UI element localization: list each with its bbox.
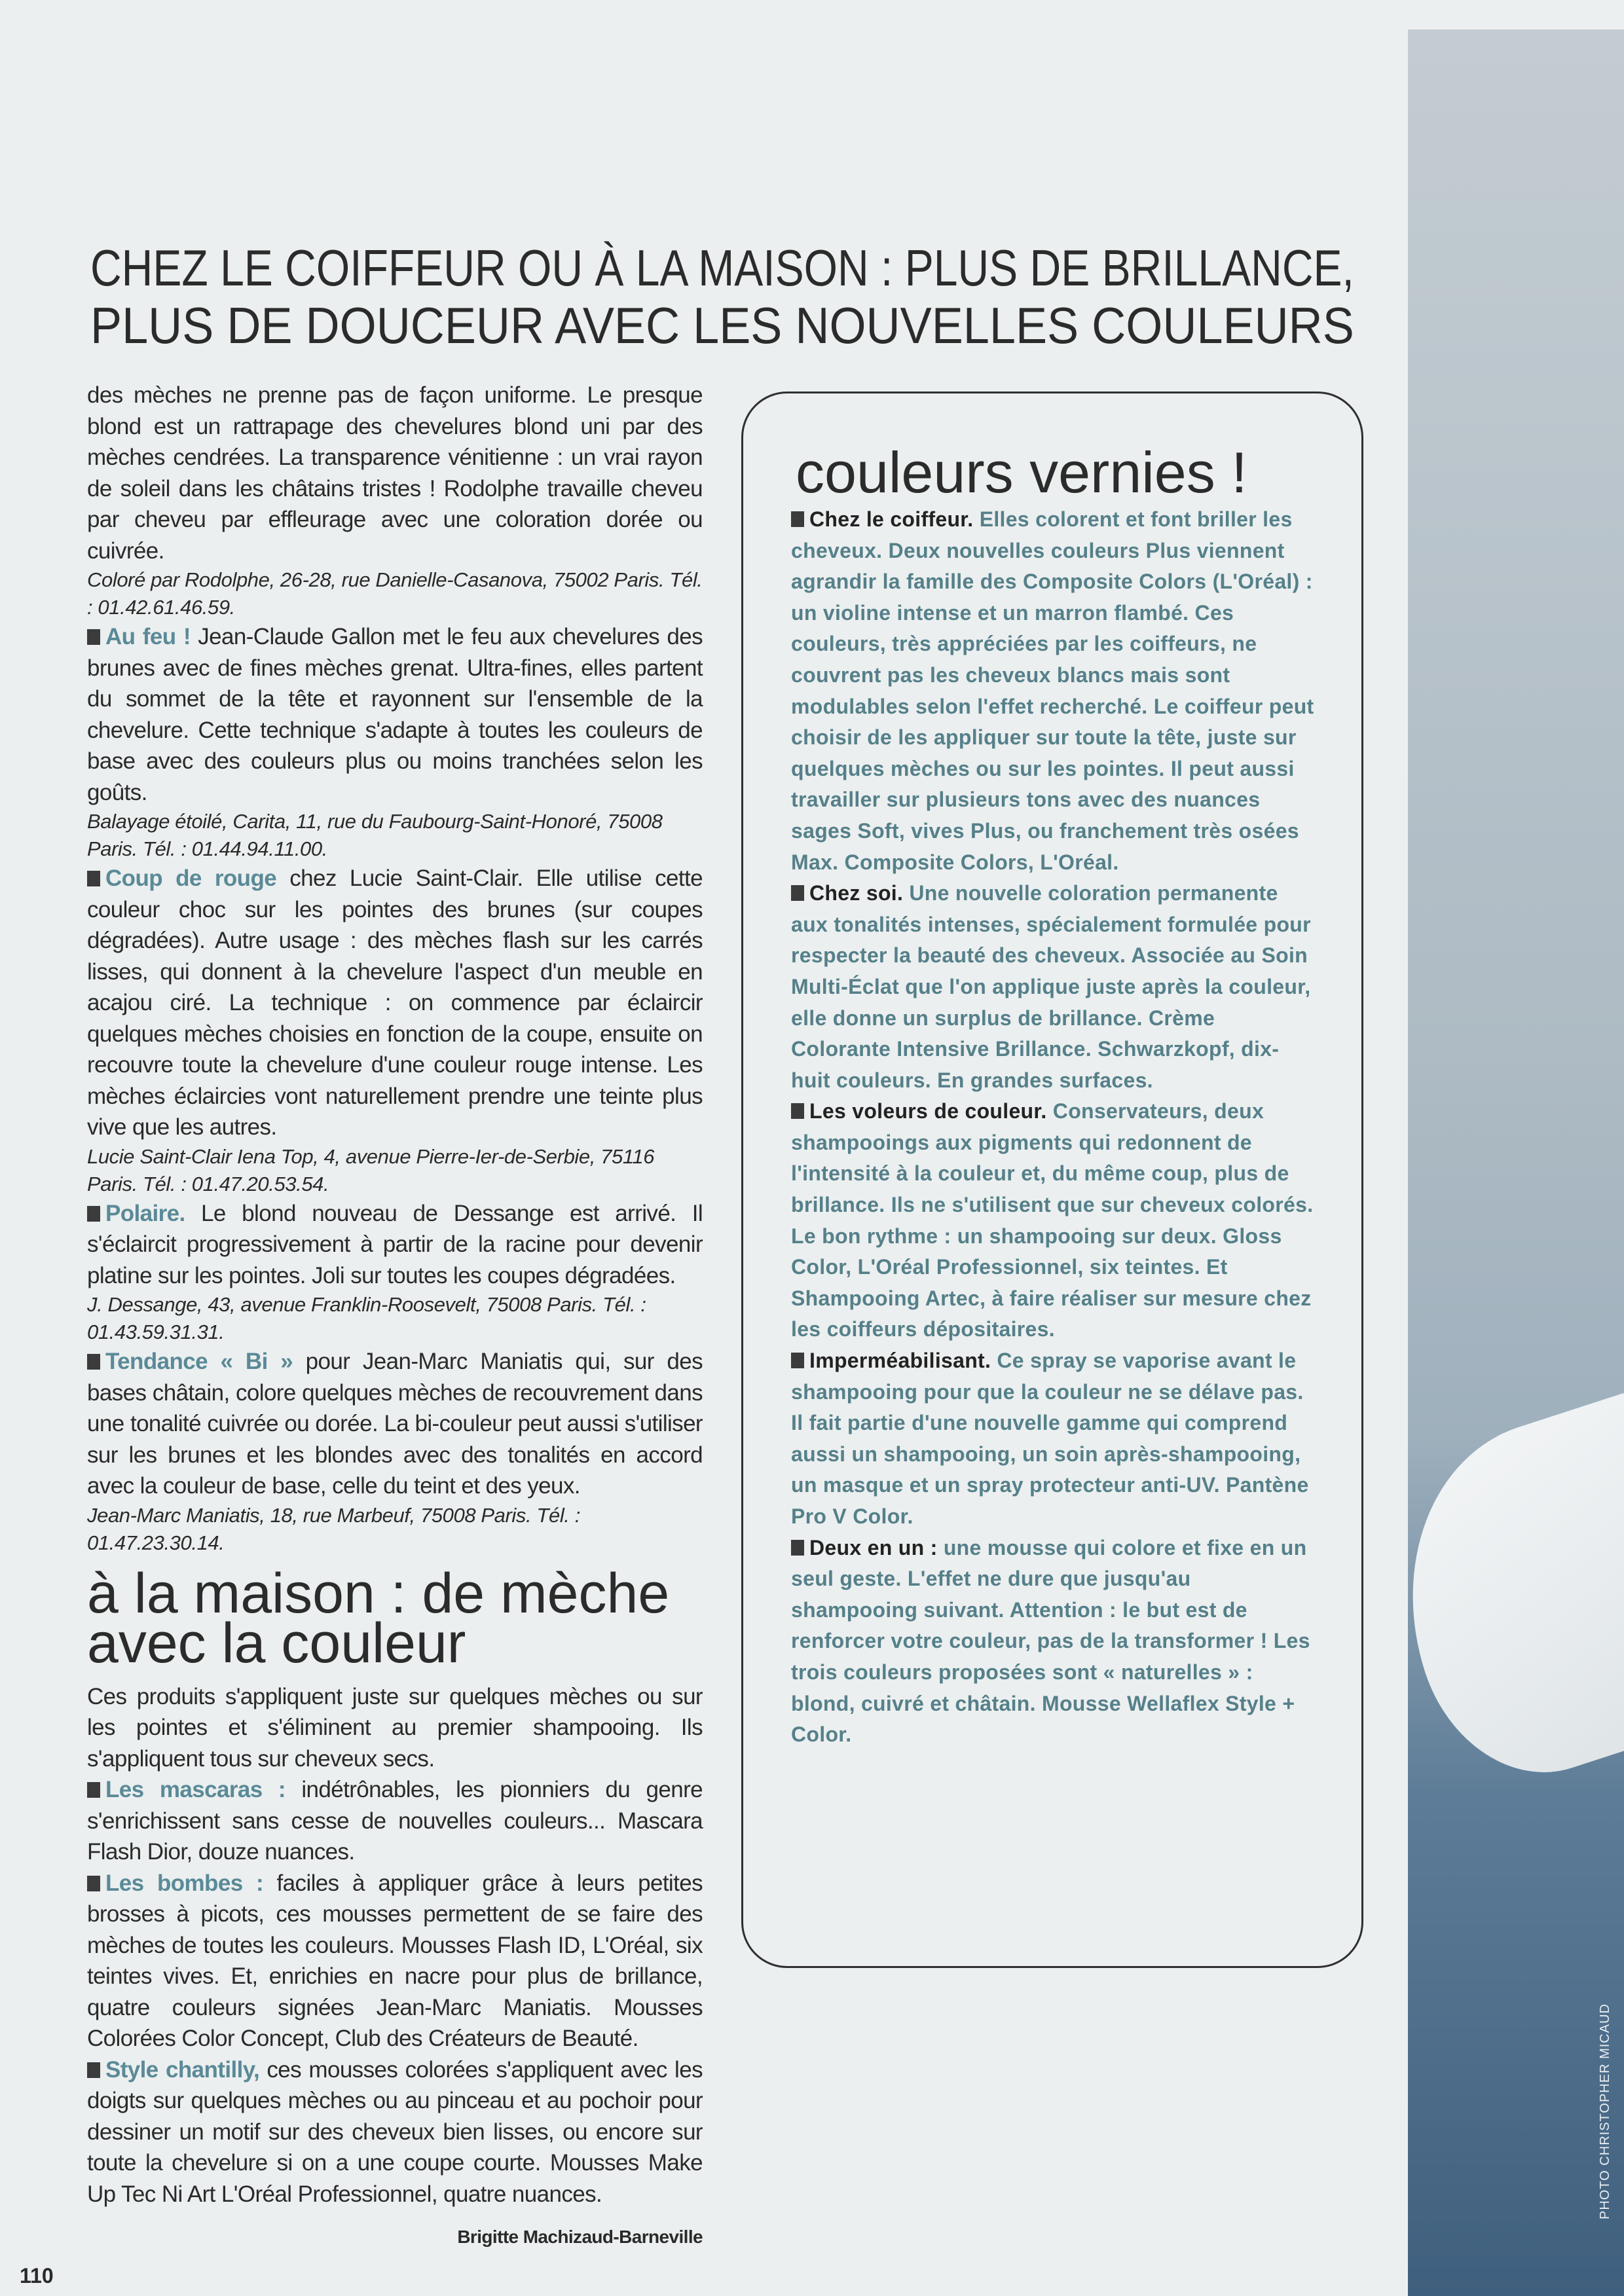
intro-paragraph: des mèches ne prenne pas de façon uniforme. Le presque blond est un rattrapage des chevelures blond uni par des mèches cendrées. La transparence vénitienne : un vrai rayon de soleil dans les châtains tristes ! Rodolphe travaille cheveu par cheveu par effleurage avec une coloration dorée ou cuivrée. — [87, 382, 703, 564]
section-intro: Ces produits s'appliquent juste sur quelques mèches ou sur les pointes et s'éliminent au premier shampooing. Ils s'appliquent tous sur cheveux secs. — [87, 1683, 703, 1772]
address: Jean-Marc Maniatis, 18, rue Marbeuf, 75008 Paris. Tél. : 01.47.23.30.14. — [87, 1503, 580, 1554]
page-title — [90, 239, 1354, 354]
box-item-text: Elles colorent et font briller les cheveux. Deux nouvelles couleurs Plus viennent agrandir la famille des Composite Colors (L'Oréal) : un violine intense et un marron flambé. Ces couleurs, très appréciées par les coiffeurs, ne couvrent pas les cheveux blancs mais sont modulables selon l'effet recherché. Le coiffeur peut choisir de les appliquer sur toute la tête, juste sur quelques mèches ou sur les pointes. Il peut aussi travailler sur plusieurs tons avec des nuances sages Soft, vives Plus, ou franchement très osées Max. Composite Colors, L'Oréal. — [791, 507, 1314, 874]
square-bullet-icon — [87, 2062, 100, 2078]
square-bullet-icon — [87, 1876, 100, 1891]
photo-credit: PHOTO CHRISTOPHER MICAUD — [1598, 2003, 1612, 2219]
item-label: Polaire. — [105, 1200, 185, 1226]
box-item-text: Conservateurs, deux shampooings aux pigments qui redonnent de l'intensité à la couleur et, du même coup, plus de brillance. Ils ne s'utilisent que sur cheveux colorés. Le bon rythme : un shampooing sur deux. Gloss Color, L'Oréal Professionnel, six teintes. Et Shampooing Artec, à faire réaliser sur mesure chez les coiffeurs dépositaires. — [791, 1099, 1314, 1341]
item-text: faciles à appliquer grâce à leurs petites brosses à picots, ces mousses permettent de se faire des mèches de toutes les couleurs. Mousses Flash ID, L'Oréal, six teintes vives. Et, enrichies en nacre pour plus de brillance, quatre couleurs signées Jean-Marc Maniatis. Mousses Colorées Color Concept, Club des Créateurs de Beauté. — [87, 1870, 703, 2051]
author-signature: Brigitte Machizaud-Barneville — [457, 2227, 703, 2247]
box-body — [791, 504, 1315, 1751]
box-item — [791, 878, 1315, 1096]
box-item-label: Chez le coiffeur. — [809, 507, 974, 531]
item-text: Jean-Claude Gallon met le feu aux chevelures des brunes avec de fines mèches grenat. Ultra-fines, elles partent du sommet de la tête et rayonnent sur l'ensemble de la chevelure. Cette technique s'adapte à toutes les couleurs de base avec des couleurs plus ou moins tranchées selon les goûts. — [87, 624, 703, 805]
address: J. Dessange, 43, avenue Franklin-Roosevelt, 75008 Paris. Tél. : 01.43.59.31.31. — [87, 1293, 646, 1343]
box-heading: couleurs vernies ! — [796, 440, 1247, 505]
item-text: pour Jean-Marc Maniatis qui, sur des bases châtain, colore quelques mèches de recouvrement dans une tonalité cuivrée ou dorée. La bi-couleur peut aussi s'utiliser sur les brunes et les blondes avec des tonalités en accord avec la couleur de base, celle du teint et des yeux. — [87, 1349, 703, 1499]
box-item — [791, 504, 1315, 878]
item-text: indétrônables, les pionniers du genre s'enrichissent sans cesse de nouvelles couleurs... Mascara Flash Dior, douze nuances. — [87, 1777, 703, 1865]
box-item-label: Les voleurs de couleur. — [809, 1099, 1047, 1123]
square-bullet-icon — [791, 1103, 804, 1119]
item-label: Coup de rouge — [105, 866, 277, 891]
square-bullet-icon — [87, 1354, 100, 1370]
item-label: Les bombes : — [105, 1870, 264, 1896]
item-label: Tendance « Bi » — [105, 1349, 293, 1374]
item-text: Le blond nouveau de Dessange est arrivé. Il s'éclaircit progressivement à partir de la racine pour devenir platine sur les pointes. Joli sur toutes les coupes dégradées. — [87, 1200, 703, 1288]
square-bullet-icon — [87, 1782, 100, 1798]
list-item — [87, 1868, 703, 2054]
list-item — [87, 863, 703, 1143]
page-number: 110 — [20, 2264, 54, 2287]
box-item-text: Ce spray se vaporise avant le shampooing pour que la couleur ne se délave pas. Il fait partie d'une nouvelle gamme qui comprend aussi un shampooing, un soin après-shampooing, un masque et un spray protecteur anti-UV. Pantène Pro V Color. — [791, 1349, 1309, 1528]
address: Balayage étoilé, Carita, 11, rue du Faubourg-Saint-Honoré, 75008 Paris. Tél. : 01.44.94.11.00. — [87, 810, 663, 860]
square-bullet-icon — [87, 871, 100, 886]
item-label: Les mascaras : — [105, 1777, 286, 1802]
section-heading-line-1: à la maison : de mèche — [87, 1561, 670, 1625]
left-column — [87, 380, 703, 2253]
square-bullet-icon — [791, 1353, 804, 1368]
item-label: Style chantilly, — [105, 2056, 260, 2083]
address: Lucie Saint-Clair Iena Top, 4, avenue Pierre-Ier-de-Serbie, 75116 Paris. Tél. : 01.47.20.53.54. — [87, 1144, 655, 1195]
box-item-label: Imperméabilisant. — [809, 1349, 991, 1373]
square-bullet-icon — [791, 511, 804, 527]
box-item-label: Chez soi. — [809, 881, 904, 905]
item-text: chez Lucie Saint-Clair. Elle utilise cette couleur choc sur les pointes des brunes (sur coupes dégradées). Autre usage : des mèches flash sur les carrés lisses, qui donnent à la chevelure l'aspect d'un meuble en acajou ciré. La technique : on commence par éclaircir quelques mèches choisies en fonction de la coupe, ensuite on recouvre toute la chevelure d'une couleur rouge intense. Les mèches éclaircies vont naturellement prendre une teinte plus vive que les autres. — [87, 866, 703, 1140]
box-item-text: Une nouvelle coloration permanente aux tonalités intenses, spécialement formulée pour respecter la beauté des cheveux. Associée au Soin Multi-Éclat que l'on applique juste après la couleur, elle donne un surplus de brillance. Crème Colorante Intensive Brillance. Schwarzkopf, dix-huit couleurs. En grandes surfaces. — [791, 881, 1311, 1092]
box-item — [791, 1533, 1315, 1751]
square-bullet-icon — [87, 1206, 100, 1222]
section-heading-line-2: avec la couleur — [87, 1611, 466, 1675]
list-item — [87, 1198, 703, 1292]
box-item — [791, 1096, 1315, 1345]
item-text: ces mousses colorées s'appliquent avec les doigts sur quelques mèches ou au pinceau et au pochoir pour dessiner un motif sur des cheveux bien lisses, ou encore sur toute la chevelure si on a une coupe courte. Mousses Make Up Tec Ni Art L'Oréal Professionnel, quatre nuances. — [87, 2056, 703, 2207]
box-item — [791, 1345, 1315, 1533]
address: Coloré par Rodolphe, 26-28, rue Danielle-Casanova, 75002 Paris. Tél. : 01.42.61.46.59. — [87, 568, 703, 619]
item-label: Au feu ! — [105, 624, 191, 649]
box-item-text: une mousse qui colore et fixe en un seul geste. L'effet ne dure que jusqu'au shampooing suivant. Attention : le but est de renforcer votre couleur, pas de la transformer ! Les trois couleurs proposées sont « naturelles » : blond, cuivré et châtain. Mousse Wellaflex Style + Color. — [791, 1535, 1310, 1747]
photo-background — [1408, 29, 1624, 2296]
list-item — [87, 1346, 703, 1502]
title-line-1: CHEZ LE COIFFEUR OU À LA MAISON : PLUS DE BRILLANCE, — [90, 239, 1354, 297]
photo-arm-shape — [1362, 1393, 1624, 1802]
list-item — [87, 2054, 703, 2210]
title-line-2: PLUS DE DOUCEUR AVEC LES NOUVELLES COULEURS — [90, 297, 1354, 354]
box-item-label: Deux en un : — [809, 1535, 938, 1559]
list-item — [87, 1774, 703, 1868]
square-bullet-icon — [791, 885, 804, 901]
list-item — [87, 621, 703, 808]
square-bullet-icon — [791, 1540, 804, 1556]
square-bullet-icon — [87, 629, 100, 645]
section-heading — [87, 1561, 703, 1675]
